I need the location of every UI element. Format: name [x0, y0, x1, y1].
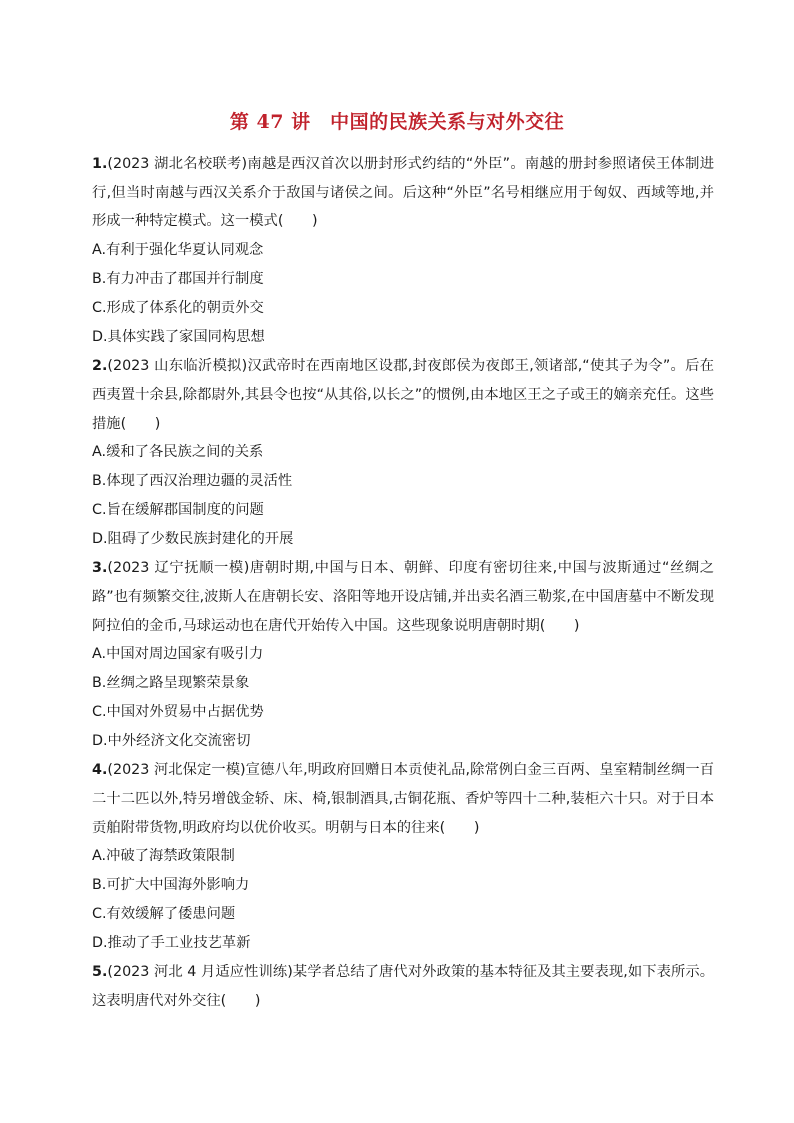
option-c: C.有效缓解了倭患问题: [92, 906, 236, 923]
question-number: 5.: [92, 964, 108, 981]
option-c: C.中国对外贸易中占据优势: [92, 704, 264, 721]
question-number: 1.: [92, 156, 108, 172]
question-text: (2023 河北 4 月适应性训练)某学者总结了唐代对外政策的基本特征及其主要表现,如下表所示。这表明唐代对外交往( ): [92, 964, 714, 1010]
page-title: 第 47 讲 中国的民族关系与对外交往: [229, 111, 565, 133]
question-text: (2023 辽宁抚顺一模)唐朝时期,中国与日本、朝鲜、印度有密切往来,中国与波斯通过“丝绸之路”也有频繁交往,波斯人在唐朝长安、洛阳等地开设店铺,并出卖名酒三勒浆,在中国唐墓中不断发现阿拉伯的金币,马球运动也在唐代开始传入中国。这些现象说明唐朝时期( ): [92, 560, 714, 634]
question-text: (2023 湖北名校联考)南越是西汉首次以册封形式约结的“外臣”。南越的册封参照诸侯王体制进行,但当时南越与西汉关系介于敌国与诸侯之间。后这种“外臣”名号相继应用于匈奴、西域等地,并形成一种特定模式。这一模式( ): [92, 156, 714, 230]
question-stem: [92, 352, 714, 438]
question-text: (2023 山东临沂模拟)汉武帝时在西南地区设郡,封夜郎侯为夜郎王,领诸部,“使其子为令”。后在西夷置十余县,除都尉外,其县令也按“从其俗,以长之”的惯例,由本地区王之子或王的嫡亲充任。这些措施( ): [92, 358, 714, 432]
question-number: 2.: [92, 358, 108, 375]
question-text: (2023 河北保定一模)宣德八年,明政府回赠日本贡使礼品,除常例白金三百两、皇室精制丝绸一百二十二匹以外,特另增戗金轿、床、椅,银制酒具,古铜花瓶、香炉等四十二种,装柜六十只。对于日本贡舶附带货物,明政府均以优价收买。明朝与日本的往来( ): [92, 762, 714, 836]
question-2: [92, 352, 714, 554]
question-list: [92, 150, 714, 1016]
question-stem: [92, 958, 714, 1015]
option-a: A.缓和了各民族之间的关系: [92, 444, 264, 461]
question-3: [92, 554, 714, 756]
option-b: B.可扩大中国海外影响力: [92, 877, 250, 894]
option-b: B.体现了西汉治理边疆的灵活性: [92, 473, 293, 490]
option-d: D.中外经济文化交流密切: [92, 733, 251, 750]
option-a: A.中国对周边国家有吸引力: [92, 646, 264, 663]
option-b: B.丝绸之路呈现繁荣景象: [92, 675, 250, 692]
question-stem: [92, 756, 714, 842]
question-1: [92, 150, 714, 352]
option-c: C.旨在缓解郡国制度的问题: [92, 502, 264, 519]
option-a: A.有利于强化华夏认同观念: [92, 242, 264, 259]
option-c: C.形成了体系化的朝贡外交: [92, 300, 264, 317]
question-5: [92, 958, 714, 1015]
option-d: D.具体实践了家国同构思想: [92, 329, 265, 346]
question-number: 4.: [92, 762, 108, 779]
option-a: A.冲破了海禁政策限制: [92, 848, 235, 865]
option-d: D.推动了手工业技艺革新: [92, 935, 251, 952]
question-4: [92, 756, 714, 958]
question-stem: [92, 554, 714, 640]
question-stem: [92, 150, 714, 236]
option-b: B.有力冲击了郡国并行制度: [92, 271, 264, 288]
option-d: D.阻碍了少数民族封建化的开展: [92, 531, 294, 548]
question-number: 3.: [92, 560, 108, 577]
